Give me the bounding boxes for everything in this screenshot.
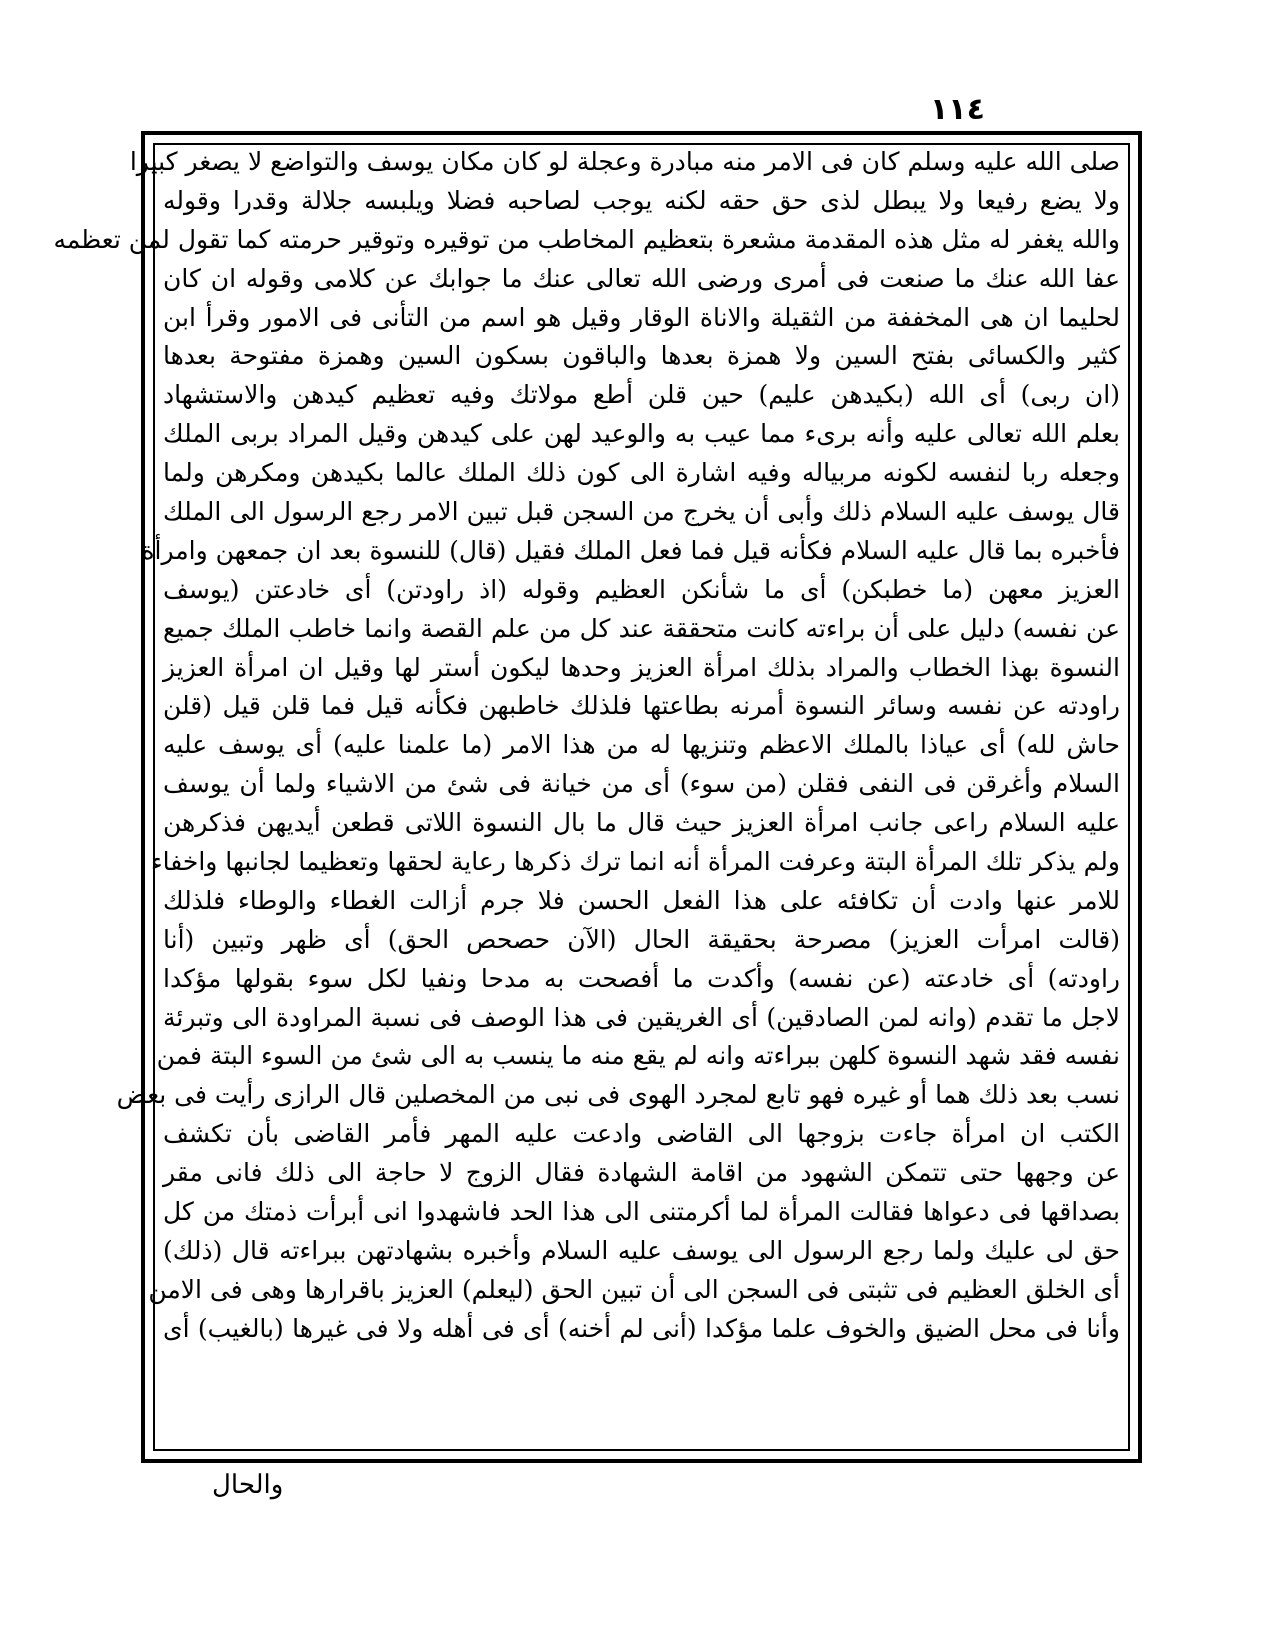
text-line: كثير والكسائى بفتح السين ولا همزة بعدها والباقون بسكون السين وهمزة مفتوحة بعدها xyxy=(163,341,1120,371)
text-line: والله يغفر له مثل هذه المقدمة مشعرة بتعظيم المخاطب من توقيره وتوقير حرمته كما تقول لمن تعظمه xyxy=(53,224,1120,254)
text-line: نسب بعد ذلك هما أو غيره فهو تابع لمجرد الهوى فى نبى من المخصلين قال الرازى رأيت فى بعض xyxy=(116,1080,1120,1110)
text-line: العزيز معهن (ما خطبكن) أى ما شأنكن العظيم وقوله (اذ راودتن) أى خادعتن (يوسف xyxy=(163,574,1120,604)
text-line: للامر عنها وادت أن تكافئه على هذا الفعل الحسن فلا جرم أزالت الغطاء والوطاء فلذلك xyxy=(163,885,1120,915)
text-line: لاجل ما تقدم (وانه لمن الصادقين) أى الغريقين فى هذا الوصف فى نسبة المراودة الى وتبرئة xyxy=(163,1002,1120,1032)
text-line: حق لى عليك ولما رجع الرسول الى يوسف عليه السلام وأخبره بشهادتهن ببراءته قال (ذلك) xyxy=(163,1235,1120,1265)
text-line: راودته) أى خادعته (عن نفسه) وأكدت ما أفصحت به مدحا ونفيا لكل سوء بقولها مؤكدا xyxy=(163,963,1120,993)
text-line: الكتب ان امرأة جاءت بزوجها الى القاضى وادعت عليه المهر فأمر القاضى بأن تكشف xyxy=(163,1119,1120,1149)
text-line: عن نفسه) دليل على أن براءته كانت متحققة عند كل من علم القصة وانما خاطب الملك جميع xyxy=(163,613,1120,643)
text-line: لحليما ان هى المخففة من الثقيلة والاناة الوقار وقيل هو اسم من التأنى فى الامور وقرأ ابن xyxy=(163,302,1120,332)
text-line: فأخبره بما قال عليه السلام فكأنه قيل فما فعل الملك فقيل (قال) للنسوة بعد ان جمعهن وامرأة xyxy=(141,535,1120,565)
text-line: (ان ربى) أى الله (بكيدهن عليم) حين قلن أطع مولاتك وفيه تعظيم كيدهن والاستشهاد xyxy=(163,380,1120,410)
text-line: أى الخلق العظيم فى تثبتى فى السجن الى أن تبين الحق (ليعلم) العزيز باقرارها وهى فى الامن xyxy=(148,1274,1120,1304)
catchword: والحال xyxy=(212,1470,284,1500)
text-line: بعلم الله تعالى عليه وأنه برىء مما عيب به والوعيد لهن على كيدهن وقيل المراد بربى الملك xyxy=(163,419,1120,449)
text-line: النسوة بهذا الخطاب والمراد بذلك امرأة العزيز وحدها ليكون أستر لها وقيل ان امرأة العزيز xyxy=(163,652,1120,682)
text-line: وجعله ربا لنفسه لكونه مربياله وفيه اشارة الى كون ذلك الملك عالما بكيدهن ومكرهن ولما xyxy=(163,458,1120,488)
page-number: ١١٤ xyxy=(930,92,985,127)
text-line: بصداقها فى دعواها فقالت المرأة لما أكرمتنى الى هذا الحد فاشهدوا انى أبرأت ذمتك من كل xyxy=(163,1197,1120,1227)
text-line: وأنا فى محل الضيق والخوف علما مؤكدا (أنى لم أخنه) أى فى أهله ولا فى غيرها (بالغيب) أى xyxy=(163,1313,1120,1343)
text-line: ولم يذكر تلك المرأة البتة وعرفت المرأة أنه انما ترك ذكرها رعاية لحقها وتعظيما لجانبها واخفاء xyxy=(150,847,1120,877)
text-line: حاش لله) أى عياذا بالملك الاعظم وتنزيها له من هذا الامر (ما علمنا عليه) أى يوسف عليه xyxy=(163,730,1120,760)
text-line: صلى الله عليه وسلم كان فى الامر منه مبادرة وعجلة لو كان مكان يوسف والتواضع لا يصغر كبيرا xyxy=(129,147,1120,176)
main-text-block xyxy=(53,143,1120,1349)
text-line: عن وجهها حتى تتمكن الشهود من اقامة الشهادة فقال الزوج لا حاجة الى ذلك فانى مقر xyxy=(163,1158,1120,1188)
text-line: (قالت امرأت العزيز) مصرحة بحقيقة الحال (الآن حصحص الحق) أى ظهر وتبين (أنا xyxy=(163,924,1120,954)
text-line: السلام وأغرقن فى النفى فقلن (من سوء) أى من خيانة فى شئ من الاشياء ولما أن يوسف xyxy=(163,769,1120,799)
text-line: عفا الله عنك ما صنعت فى أمرى ورضى الله تعالى عنك ما جوابك عن كلامى وقوله ان كان xyxy=(163,263,1120,293)
text-line: عليه السلام راعى جانب امرأة العزيز حيث قال ما بال النسوة اللاتى قطعن أيديهن فذكرهن xyxy=(163,808,1120,838)
text-line: نفسه فقد شهد النسوة كلهن ببراءته وانه لم يقع منه ما ينسب به الى شئ من السوء البتة فمن xyxy=(156,1041,1120,1071)
text-line: راودته عن نفسه وسائر النسوة أمرنه بطاعتها فلذلك خاطبهن فكأنه قيل فما قلن قيل (قلن xyxy=(163,691,1120,721)
text-line: قال يوسف عليه السلام ذلك وأبى أن يخرج من السجن قبل تبين الامر رجع الرسول الى الملك xyxy=(163,497,1120,527)
text-line: ولا يضع رفيعا ولا يبطل لذى حق حقه لكنه يوجب لصاحبه فضلا ويلبسه جلالة وقدرا وقوله xyxy=(163,185,1120,215)
